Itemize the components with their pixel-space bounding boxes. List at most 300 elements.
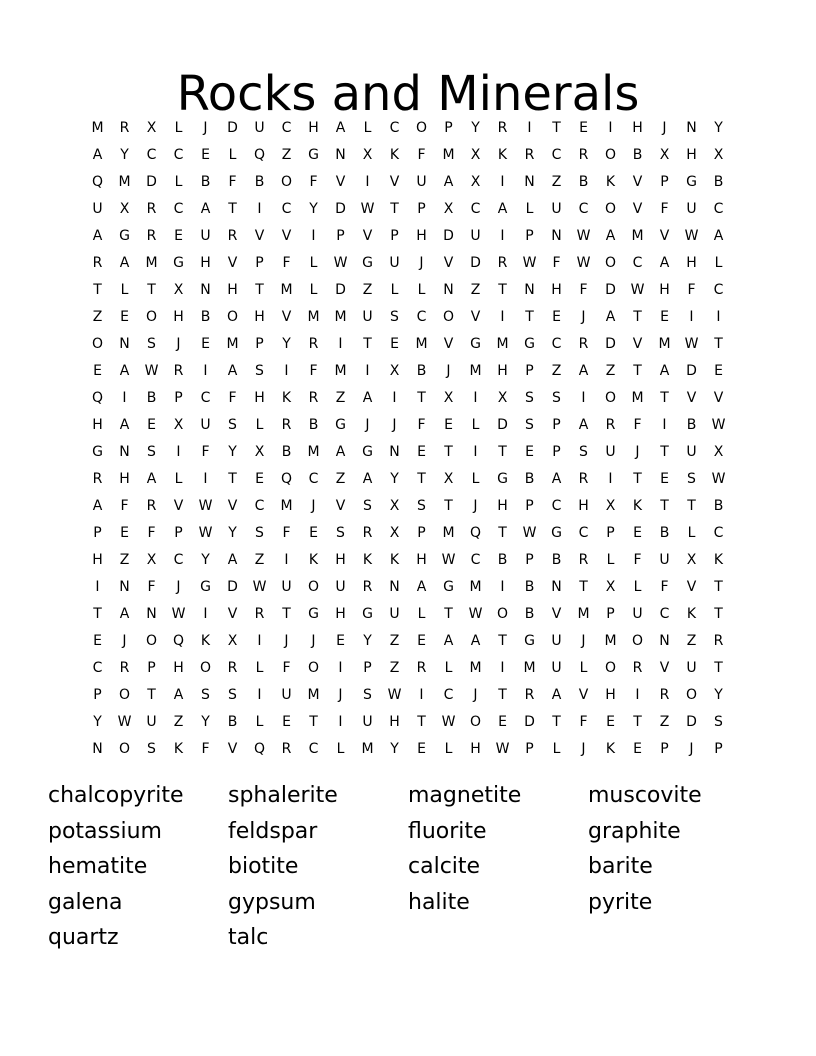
grid-letter: L [174,173,183,190]
grid-letter: C [308,470,319,487]
grid-letter: P [525,362,534,379]
grid-letter: O [604,659,617,676]
grid-letter: E [417,740,426,757]
word-list [48,778,768,956]
grid-letter: J [122,632,127,649]
grid-letter: E [660,308,669,325]
grid-letter: T [498,686,507,703]
grid-letter: Y [228,443,237,460]
grid-letter: K [605,740,616,757]
grid-letter: T [498,524,507,541]
grid-letter: P [525,740,534,757]
grid-letter: Z [119,551,130,568]
grid-letter: D [686,713,697,730]
grid-letter: B [713,497,724,514]
grid-letter: T [714,659,723,676]
grid-letter: O [226,308,239,325]
grid-letter: R [92,254,103,271]
grid-letter: Q [253,740,266,757]
grid-letter: O [442,308,455,325]
grid-letter: O [118,686,131,703]
grid-letter: N [659,632,670,649]
grid-letter: H [254,389,265,406]
grid-letter: C [254,497,265,514]
grid-letter: A [173,686,184,703]
grid-letter: N [119,335,130,352]
grid-letter: O [199,659,212,676]
grid-letter: R [497,254,508,271]
grid-letter: W [144,362,159,379]
grid-letter: U [605,443,616,460]
grid-letter: X [605,578,616,595]
grid-letter: J [581,308,586,325]
grid-letter: Y [282,335,291,352]
grid-letter: P [363,659,372,676]
grid-letter: M [496,335,509,352]
grid-letter: U [470,227,481,244]
grid-letter: R [524,146,535,163]
grid-letter: U [281,686,292,703]
grid-letter: E [336,632,345,649]
grid-letter: E [633,524,642,541]
grid-letter: V [686,389,697,406]
grid-letter: C [200,389,211,406]
grid-letter: S [363,686,372,703]
grid-letter: P [93,524,102,541]
grid-letter: B [308,416,319,433]
grid-letter: A [443,632,454,649]
grid-letter: I [338,713,343,730]
grid-letter: C [632,254,643,271]
grid-letter: E [633,740,642,757]
grid-letter: A [578,362,589,379]
grid-letter: J [635,443,640,460]
grid-letter: Q [91,173,104,190]
grid-letter: T [93,605,102,622]
letter-grid [84,114,732,762]
grid-letter: I [203,470,208,487]
grid-letter: G [443,578,454,595]
grid-letter: Y [363,632,372,649]
grid-letter: S [714,713,723,730]
grid-letter: L [471,470,480,487]
grid-letter: Y [714,686,723,703]
grid-letter: P [525,497,534,514]
grid-letter: X [470,146,481,163]
grid-letter: V [632,335,643,352]
grid-letter: U [551,200,562,217]
grid-letter: U [362,308,373,325]
grid-letter: X [470,173,481,190]
grid-letter: S [363,497,372,514]
grid-letter: U [92,200,103,217]
grid-letter: M [307,443,320,460]
grid-letter: S [687,470,696,487]
grid-letter: L [525,200,534,217]
grid-letter: R [416,659,427,676]
grid-letter: R [146,227,157,244]
grid-letter: U [389,605,400,622]
grid-letter: H [92,416,103,433]
grid-letter: A [335,119,346,136]
grid-letter: E [417,443,426,460]
grid-letter: O [307,578,320,595]
grid-letter: M [118,173,131,190]
grid-letter: H [335,551,346,568]
grid-letter: O [91,335,104,352]
grid-letter: Z [551,362,562,379]
grid-letter: G [92,443,103,460]
grid-letter: H [659,281,670,298]
grid-letter: I [608,470,613,487]
grid-letter: A [362,470,373,487]
grid-letter: D [335,200,346,217]
grid-letter: K [389,551,400,568]
grid-letter: B [659,524,670,541]
grid-letter: K [173,740,184,757]
grid-letter: H [470,740,481,757]
grid-letter: E [606,713,615,730]
grid-letter: T [147,686,156,703]
grid-letter: M [469,659,482,676]
grid-letter: A [119,254,130,271]
grid-letter: M [145,254,158,271]
grid-letter: U [416,173,427,190]
grid-letter: N [524,281,535,298]
grid-letter: T [498,632,507,649]
grid-letter: K [362,551,373,568]
grid-letter: O [307,659,320,676]
grid-letter: X [146,551,157,568]
grid-letter: E [120,524,129,541]
grid-letter: Y [201,551,210,568]
grid-letter: F [282,524,291,541]
grid-letter: T [417,713,426,730]
grid-letter: P [255,254,264,271]
word-list-item: chalcopyrite [48,783,184,808]
grid-letter: X [605,497,616,514]
grid-letter: N [551,227,562,244]
grid-letter: I [95,578,100,595]
grid-letter: H [497,497,508,514]
grid-letter: V [335,173,346,190]
grid-letter: M [307,686,320,703]
grid-letter: D [443,227,454,244]
grid-letter: A [92,146,103,163]
grid-letter: Z [254,551,265,568]
grid-letter: E [444,416,453,433]
grid-letter: V [227,497,238,514]
grid-letter: R [227,659,238,676]
grid-letter: A [551,470,562,487]
grid-letter: F [633,551,642,568]
grid-letter: T [228,200,237,217]
grid-letter: H [173,308,184,325]
grid-letter: K [281,389,292,406]
grid-letter: I [527,119,532,136]
grid-letter: H [92,551,103,568]
grid-letter: F [201,443,210,460]
grid-letter: M [91,119,104,136]
grid-letter: K [200,632,211,649]
grid-letter: W [360,200,375,217]
grid-letter: I [257,200,262,217]
grid-letter: G [686,173,697,190]
grid-letter: M [523,659,536,676]
grid-letter: E [309,524,318,541]
grid-letter: I [122,389,127,406]
word-list-item: muscovite [588,783,702,808]
word-list-item: magnetite [408,783,522,808]
grid-letter: C [551,335,562,352]
grid-letter: W [522,524,537,541]
grid-letter: W [576,227,591,244]
grid-letter: A [227,551,238,568]
grid-letter: T [687,497,696,514]
grid-letter: I [689,308,694,325]
grid-letter: R [578,335,589,352]
grid-letter: W [684,335,699,352]
grid-letter: P [390,227,399,244]
grid-letter: X [659,146,670,163]
word-list-item: talc [228,925,269,950]
grid-letter: R [578,470,589,487]
grid-letter: V [227,254,238,271]
grid-letter: B [524,605,535,622]
grid-letter: G [551,524,562,541]
grid-letter: T [552,713,561,730]
grid-letter: V [227,740,238,757]
grid-letter: H [686,254,697,271]
grid-letter: I [392,389,397,406]
grid-letter: W [441,551,456,568]
grid-letter: I [473,443,478,460]
grid-letter: P [147,659,156,676]
grid-letter: A [551,686,562,703]
grid-letter: M [604,632,617,649]
grid-letter: L [174,119,183,136]
grid-letter: V [254,227,265,244]
grid-letter: C [281,200,292,217]
grid-letter: A [497,200,508,217]
grid-letter: I [203,605,208,622]
grid-letter: V [173,497,184,514]
grid-letter: T [579,578,588,595]
grid-letter: E [282,713,291,730]
word-list-item: fluorite [408,818,487,844]
grid-letter: A [443,173,454,190]
grid-letter: F [417,416,426,433]
grid-letter: G [524,632,535,649]
grid-letter: E [579,119,588,136]
grid-letter: G [119,227,130,244]
grid-letter: T [282,605,291,622]
grid-letter: E [498,713,507,730]
grid-letter: H [119,470,130,487]
grid-letter: J [176,335,181,352]
grid-letter: X [443,200,454,217]
grid-letter: S [552,389,561,406]
grid-letter: X [443,389,454,406]
word-list-item: calcite [408,854,481,879]
grid-letter: C [173,551,184,568]
grid-letter: L [552,740,561,757]
grid-letter: P [174,524,183,541]
grid-letter: Q [91,389,104,406]
grid-letter: H [497,362,508,379]
grid-letter: O [496,605,509,622]
grid-letter: N [92,740,103,757]
grid-letter: X [389,497,400,514]
grid-letter: N [119,443,130,460]
grid-letter: V [632,173,643,190]
grid-letter: V [389,173,400,190]
grid-letter: X [497,389,508,406]
grid-letter: Z [335,470,346,487]
grid-letter: T [444,497,453,514]
grid-letter: O [685,686,698,703]
grid-letter: X [713,443,724,460]
grid-letter: R [362,524,373,541]
word-list-item: potassium [48,818,162,844]
grid-letter: Z [659,713,670,730]
grid-letter: A [92,227,103,244]
grid-letter: M [469,362,482,379]
grid-letter: I [176,443,181,460]
word-list-item: gypsum [228,889,316,915]
grid-letter: R [632,659,643,676]
grid-letter: U [146,713,157,730]
grid-letter: W [522,254,537,271]
grid-letter: L [255,416,264,433]
grid-letter: L [606,551,615,568]
grid-letter: C [389,119,400,136]
grid-letter: R [524,686,535,703]
grid-letter: I [311,227,316,244]
grid-letter: L [633,578,642,595]
grid-letter: T [255,281,264,298]
grid-letter: Z [362,281,373,298]
grid-letter: K [605,173,616,190]
grid-letter: T [228,470,237,487]
grid-letter: T [633,470,642,487]
grid-letter: E [255,470,264,487]
grid-letter: O [604,389,617,406]
grid-letter: W [198,497,213,514]
grid-letter: U [389,254,400,271]
grid-letter: U [281,578,292,595]
grid-letter: S [255,524,264,541]
grid-letter: H [416,227,427,244]
grid-letter: N [200,281,211,298]
grid-letter: F [147,578,156,595]
grid-letter: P [525,551,534,568]
grid-letter: J [662,119,667,136]
grid-letter: S [390,308,399,325]
grid-letter: V [632,200,643,217]
grid-letter: V [227,605,238,622]
grid-letter: C [713,281,724,298]
grid-letter: Z [389,659,400,676]
grid-letter: N [119,578,130,595]
grid-letter: V [686,578,697,595]
grid-letter: L [120,281,129,298]
grid-letter: W [252,578,267,595]
grid-letter: D [335,281,346,298]
grid-letter: M [577,605,590,622]
grid-letter: Z [335,389,346,406]
grid-letter: L [255,713,264,730]
grid-letter: T [633,362,642,379]
grid-letter: A [605,308,616,325]
grid-letter: R [362,578,373,595]
grid-letter: X [173,416,184,433]
grid-letter: X [443,470,454,487]
grid-letter: G [470,335,481,352]
grid-letter: F [147,524,156,541]
grid-letter: U [686,200,697,217]
grid-letter: N [443,281,454,298]
word-list-item: sphalerite [228,783,338,808]
grid-letter: J [473,686,478,703]
grid-letter: J [689,740,694,757]
grid-letter: G [335,416,346,433]
grid-letter: T [147,281,156,298]
grid-letter: P [444,119,453,136]
grid-letter: B [281,443,292,460]
grid-letter: T [552,119,561,136]
grid-letter: R [605,416,616,433]
grid-letter: J [392,416,397,433]
grid-letter: I [365,173,370,190]
grid-letter: A [119,362,130,379]
grid-letter: M [631,227,644,244]
grid-letter: M [658,335,671,352]
grid-letter: H [227,281,238,298]
grid-letter: D [524,713,535,730]
grid-letter: K [497,146,508,163]
grid-letter: Y [390,470,399,487]
grid-letter: T [417,389,426,406]
grid-letter: G [362,443,373,460]
grid-letter: B [200,173,211,190]
grid-letter: F [660,200,669,217]
grid-letter: B [578,173,589,190]
grid-letter: J [338,686,343,703]
grid-letter: V [443,254,454,271]
grid-letter: N [686,119,697,136]
grid-letter: X [362,146,373,163]
grid-letter: F [579,713,588,730]
grid-letter: R [578,551,589,568]
grid-letter: I [203,362,208,379]
grid-letter: T [660,497,669,514]
grid-letter: R [92,470,103,487]
grid-letter: S [579,443,588,460]
grid-letter: V [713,389,724,406]
grid-letter: W [576,254,591,271]
grid-letter: Z [389,632,400,649]
grid-letter: I [338,659,343,676]
grid-letter: E [93,362,102,379]
grid-letter: S [147,335,156,352]
grid-letter: S [147,740,156,757]
grid-letter: D [686,362,697,379]
grid-letter: L [714,254,723,271]
grid-letter: D [605,335,616,352]
grid-letter: A [119,605,130,622]
grid-letter: P [660,740,669,757]
